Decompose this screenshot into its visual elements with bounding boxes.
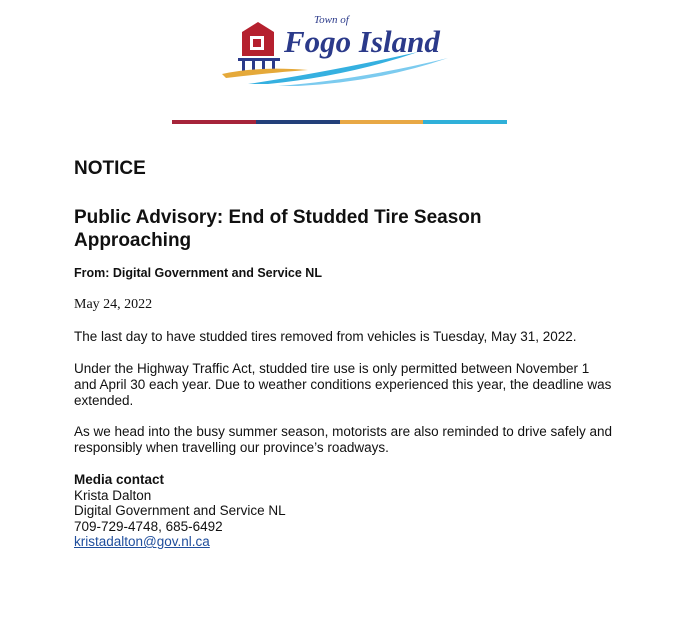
- contact-name: Krista Dalton: [74, 487, 152, 503]
- paragraph-deadline: The last day to have studded tires removed from vehicles is Tuesday, May 31, 2022.: [74, 329, 577, 344]
- stripe-light-blue: [423, 120, 507, 124]
- logo-name-text: Fogo Island: [284, 24, 440, 59]
- contact-phone: 709-729-4748, 685-6492: [74, 518, 223, 534]
- stripe-red: [172, 120, 256, 124]
- stripe-navy: [256, 120, 340, 124]
- paragraph-safety: As we head into the busy summer season, motorists are also reminded to drive safely and responsibly when travelling our province’s roadways.: [74, 424, 613, 455]
- paragraph-regulation: Under the Highway Traffic Act, studded tire use is only permitted between November 1 and April 30 each year. Due to weather conditions experienced this year, the deadline was extended.: [74, 361, 612, 408]
- town-logo: [218, 14, 466, 86]
- notice-heading: NOTICE: [74, 158, 146, 179]
- notice-date: May 24, 2022: [74, 297, 153, 312]
- color-stripe: [172, 120, 507, 124]
- contact-email-link[interactable]: kristadalton@gov.nl.ca: [74, 534, 210, 549]
- logo-town-text: Town of: [314, 14, 349, 26]
- from-line: From: Digital Government and Service NL: [74, 266, 322, 280]
- media-contact: [74, 472, 286, 550]
- advisory-title: Public Advisory: End of Studded Tire Season Approaching: [74, 207, 482, 251]
- contact-organization: Digital Government and Service NL: [74, 503, 286, 518]
- media-contact-heading: Media contact: [74, 472, 165, 487]
- stripe-gold: [340, 120, 424, 124]
